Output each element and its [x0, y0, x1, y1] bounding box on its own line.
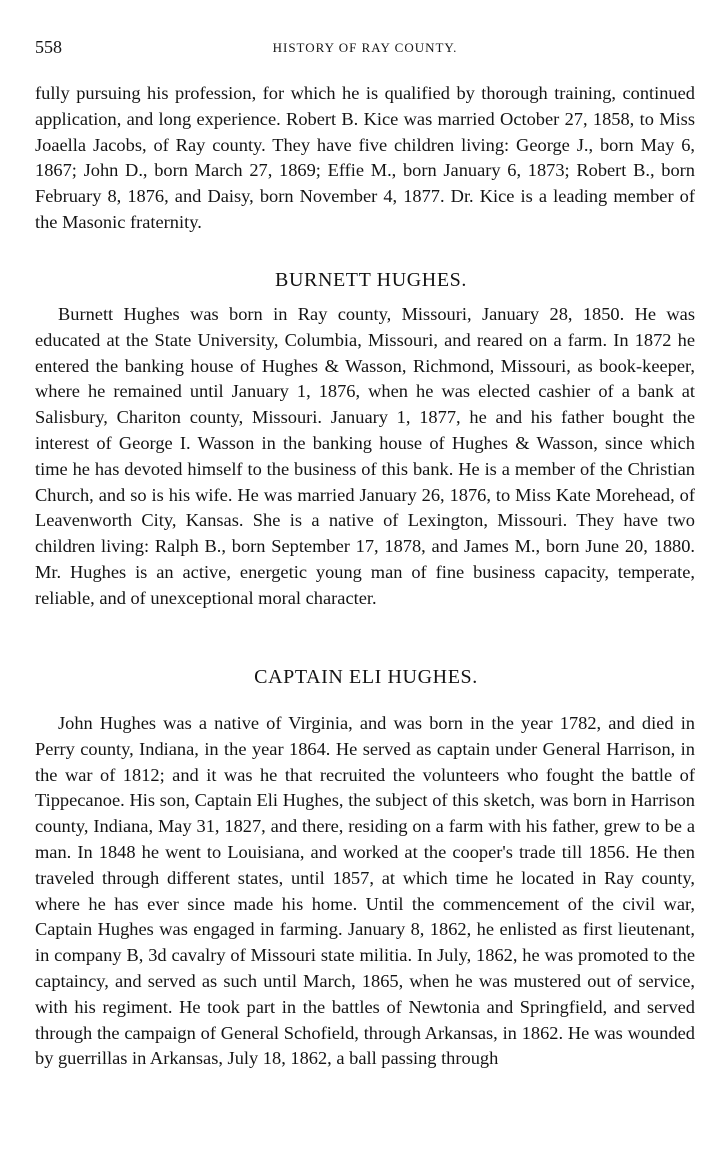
intro-paragraph: fully pursuing his profession, for which he is qualified by thorough training, continued application, and long experience. Robert B. Kice was married October 27, 1858, to Miss Joaella Jacobs, of Ray county. They have five children living: George J., born May 6, 1867; John D., born March 27, 1869; Effie M., born January 6, 1873; Robert B., born February 8, 1876, and Daisy, born November 4, 1877. Dr. Kice is a leading member of the Masonic fraternity.: [35, 83, 695, 232]
running-header: [35, 37, 695, 59]
section-title-burnett-hughes: BURNETT HUGHES.: [275, 269, 467, 291]
page-number: 558: [35, 37, 62, 57]
section-title-captain-eli-hughes: CAPTAIN ELI HUGHES.: [254, 666, 478, 688]
captain-eli-hughes-paragraph: John Hughes was a native of Virginia, and was born in the year 1782, and died in Perry county, Indiana, in the year 1864. He served as captain under General Harrison, in the war of 1812; and it was he that recruited the volunteers who fought the battle of Tippecanoe. His son, Captain Eli Hughes, the subject of this sketch, was born in Harrison county, Indiana, May 31, 1827, and there, residing on a farm with his father, grew to be a man. In 1848 he went to Louisiana, and worked at the cooper's trade till 1856. He then traveled through different states, until 1857, at which time he located in Ray county, where he has ever since made his home. Until the commencement of the civil war, Captain Hughes was engaged in farming. January 8, 1862, he enlisted as first lieutenant, in company B, 3d cavalry of Missouri state militia. In July, 1862, he was promoted to the captaincy, and served as such until March, 1865, when he was mustered out of service, with his regiment. He took part in the battles of Newtonia and Springfield, and served through the campaign of General Schofield, through Arkansas, in 1862. He was wounded by guerrillas in Arkansas, July 18, 1862, a ball passing through: [35, 713, 695, 1069]
burnett-hughes-paragraph: Burnett Hughes was born in Ray county, Missouri, January 28, 1850. He was educated at the State University, Columbia, Missouri, and reared on a farm. In 1872 he entered the banking house of Hughes & Wasson, Richmond, Missouri, as book-keeper, where he remained until January 1, 1876, when he was elected cashier of a bank at Salisbury, Chariton county, Missouri. January 1, 1877, he and his father bought the interest of George I. Wasson in the banking house of Hughes & Wasson, since which time he has devoted himself to the business of this bank. He is a member of the Christian Church, and so is his wife. He was married January 26, 1876, to Miss Kate Morehead, of Leavenworth City, Kansas. She is a native of Lexington, Missouri. They have two children living: Ralph B., born September 17, 1878, and James M., born June 20, 1880. Mr. Hughes is an active, energetic young man of fine business capacity, temperate, reliable, and of unexceptional moral character.: [35, 304, 695, 608]
running-title: HISTORY OF RAY COUNTY.: [272, 40, 458, 55]
